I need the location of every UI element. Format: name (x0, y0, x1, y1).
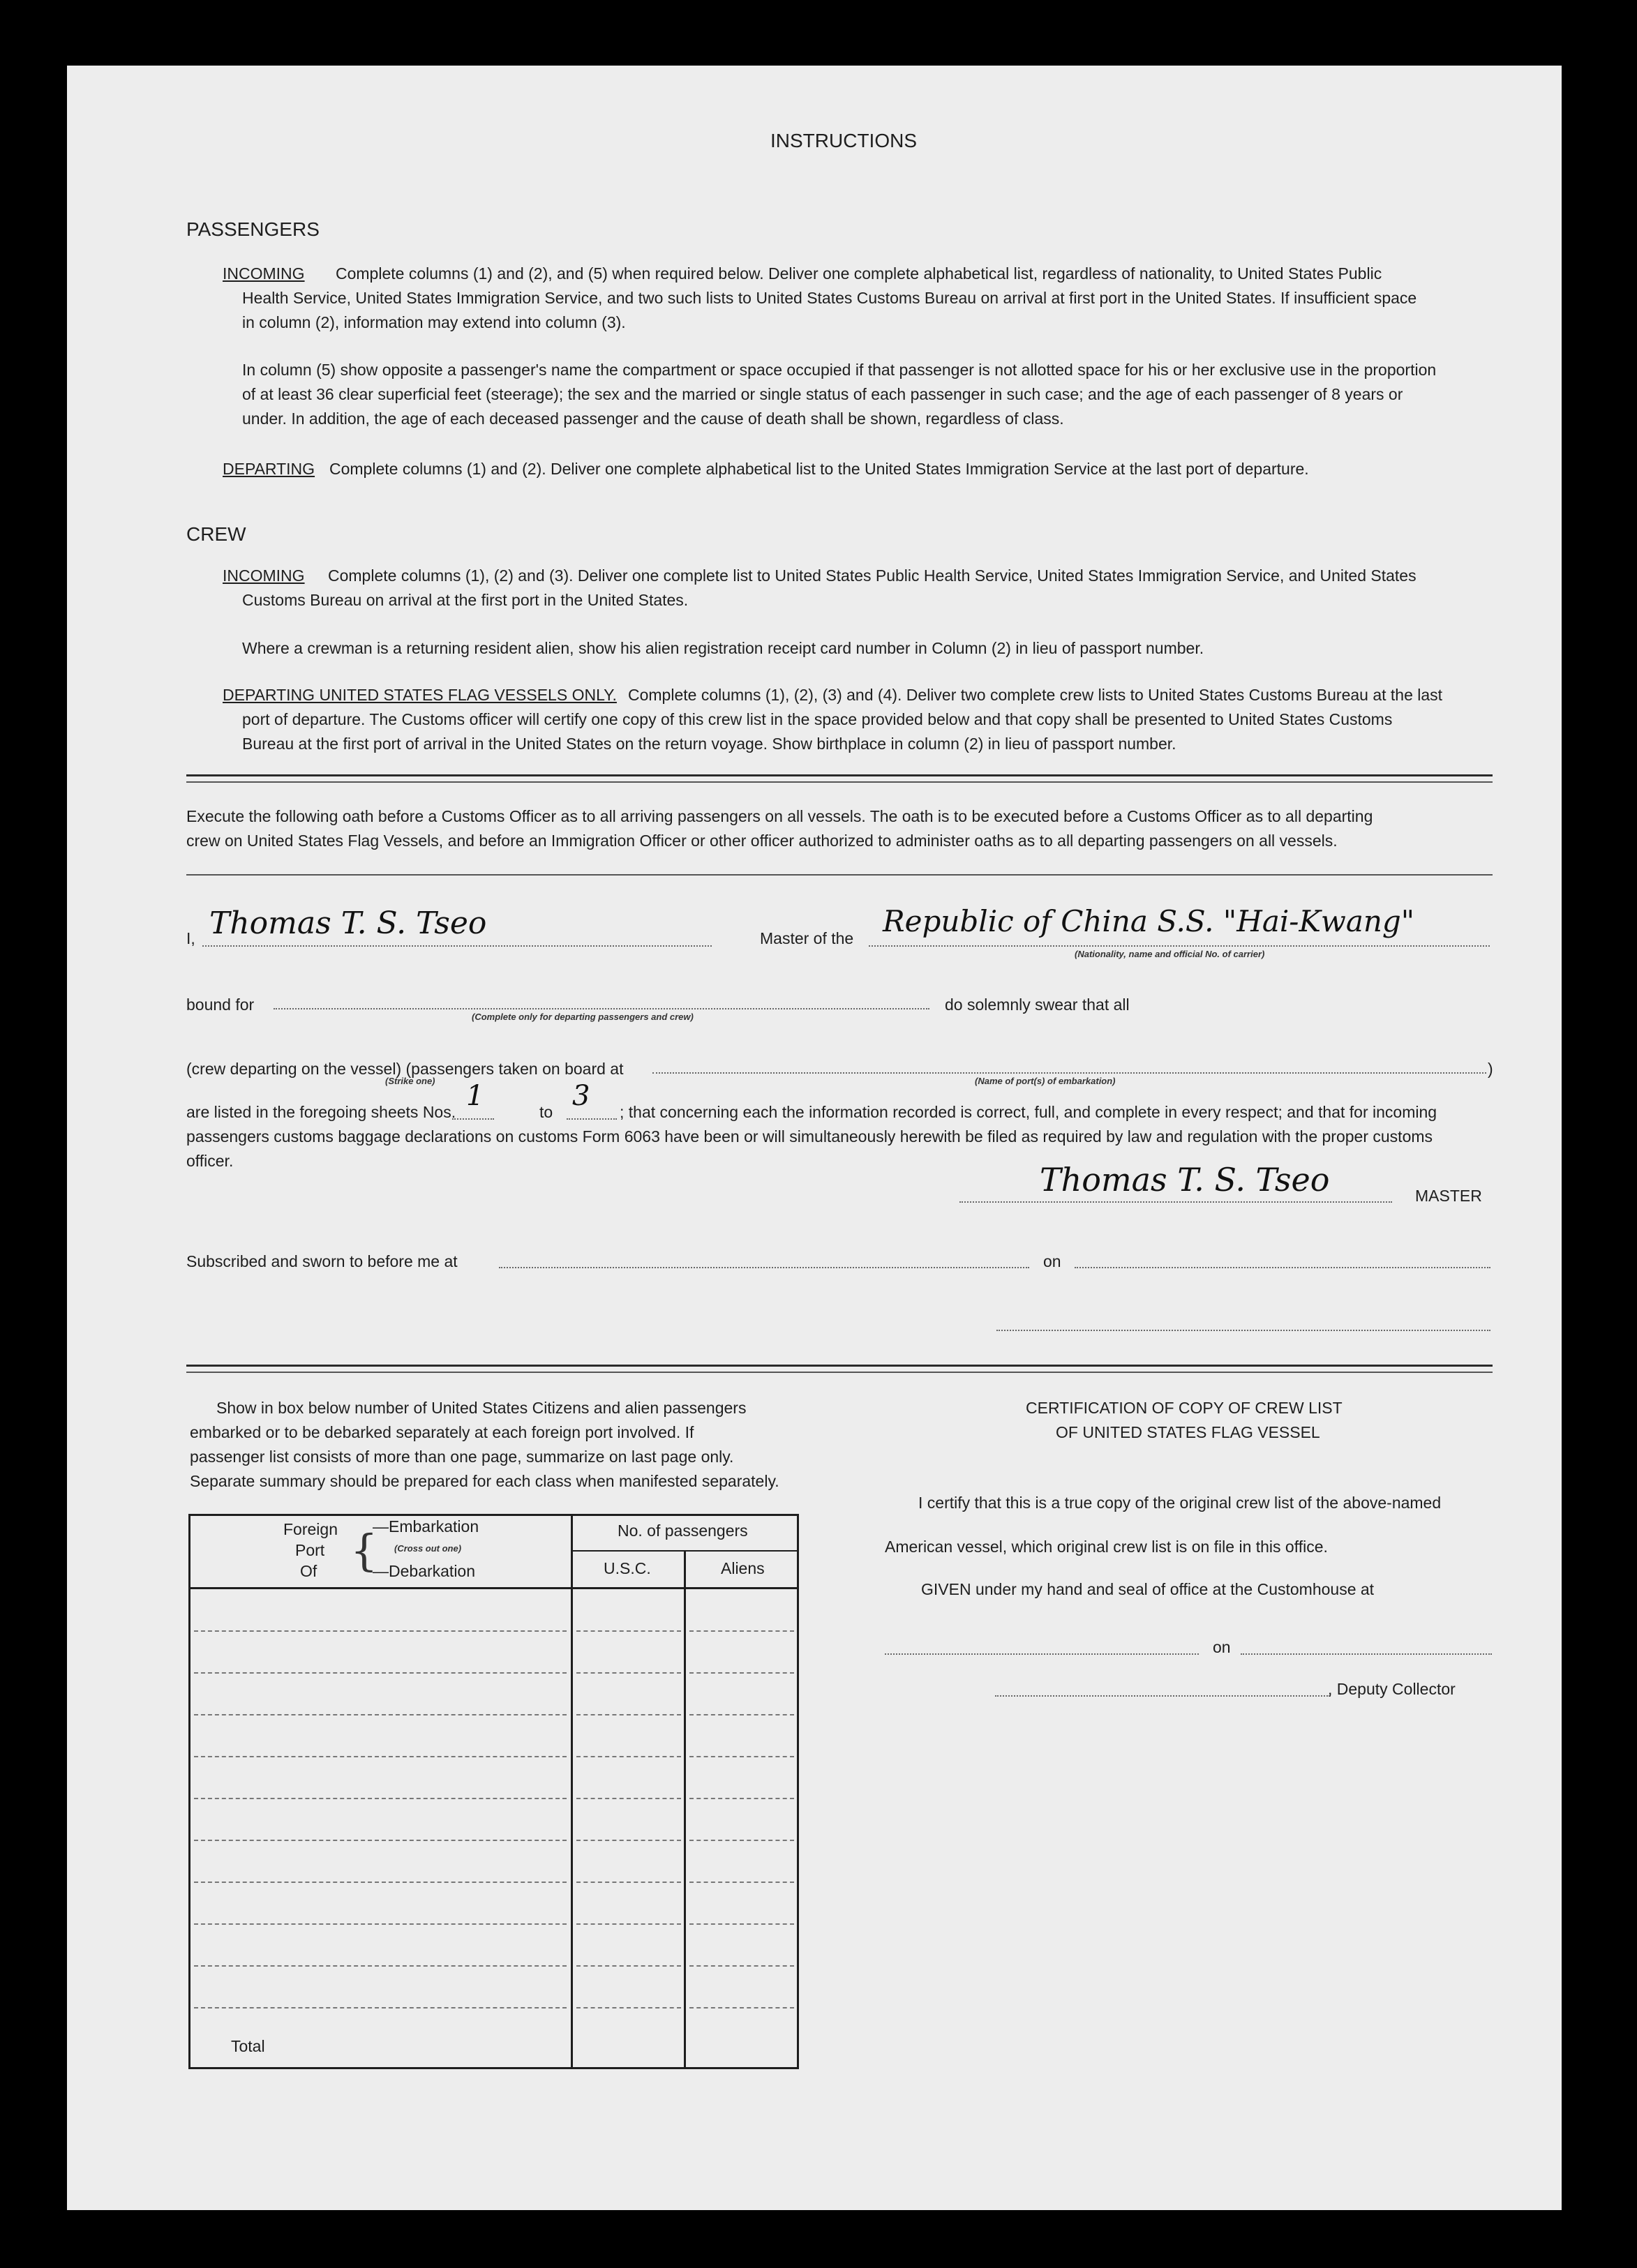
listed-label: are listed in the foregoing sheets Nos. (186, 1103, 456, 1121)
crew-departing-label: DEPARTING UNITED STATES FLAG VESSELS ONLY. (223, 686, 617, 704)
aliens-header: Aliens (721, 1559, 765, 1577)
master-of-label: Master of the (760, 929, 854, 947)
vessel-handwritten: Republic of China S.S. "Hai-Kwang" (883, 904, 1415, 938)
certification-on-label: on (1213, 1638, 1231, 1656)
section-divider (186, 1365, 1493, 1367)
table-row-rule (576, 2007, 681, 2008)
bound-caption: (Complete only for departing passengers and crew) (472, 1012, 694, 1022)
passengers-departing-text: Complete columns (1) and (2). Deliver one complete alphabetical list to the United States Immigration Service at the last port of departure. (329, 460, 1309, 478)
bound-for-label: bound for (186, 996, 255, 1014)
column5-line: of at least 36 clear superficial feet (steerage); the sex and the married or single status of each passenger in such case; and the age of each passenger of 8 years or (242, 385, 1403, 403)
master-name-handwritten: Thomas T. S. Tseo (209, 906, 487, 941)
table-row-rule (689, 1882, 794, 1883)
table-row-rule (689, 1630, 794, 1632)
sheet-from-line (452, 1118, 494, 1120)
col-foreign: Foreign (283, 1520, 338, 1538)
total-label: Total (231, 2037, 265, 2055)
section-divider (186, 781, 1493, 783)
table-column-rule (684, 1550, 686, 2069)
vessel-line (869, 945, 1490, 947)
swear-label: do solemnly swear that all (945, 996, 1130, 1014)
master-name-line (202, 945, 712, 947)
table-row-rule (576, 1630, 681, 1632)
table-row-rule (689, 1923, 794, 1925)
table-row-rule (689, 2007, 794, 2008)
embarkation-label: —Embarkation (373, 1517, 479, 1535)
to-label: to (539, 1103, 553, 1121)
listed-rest: ; that concerning each the information recorded is correct, full, and complete in every respect; and that for incoming (620, 1103, 1437, 1121)
table-row-rule (194, 1630, 567, 1632)
column5-line: under. In addition, the age of each deceased passenger and the cause of death shall be shown, regardless of class. (242, 410, 1064, 428)
crew-incoming-line: Customs Bureau on arrival at the first port in the United States. (242, 591, 689, 609)
cross-out-caption: (Cross out one) (394, 1543, 462, 1554)
passengers-departing-label: DEPARTING (223, 460, 315, 478)
table-row-rule (689, 1756, 794, 1757)
certification-line: I certify that this is a true copy of the original crew list of the above-named (918, 1494, 1442, 1512)
col-of: Of (300, 1562, 317, 1580)
bound-for-line (274, 1008, 929, 1009)
table-row-rule (689, 1840, 794, 1841)
usc-header: U.S.C. (604, 1559, 651, 1577)
summary-line: Separate summary should be prepared for each class when manifested separately. (190, 1472, 779, 1490)
page-title: INSTRUCTIONS (770, 130, 917, 151)
table-row-rule (576, 1672, 681, 1674)
crew-incoming-label: INCOMING (223, 566, 305, 585)
baggage-line: passengers customs baggage declarations on customs Form 6063 have been or will simultaneously herewith be filed as required by law and regulation with the proper customs (186, 1127, 1433, 1146)
table-row-rule (194, 1882, 567, 1883)
customhouse-line (885, 1653, 1199, 1655)
no-passengers-header: No. of passengers (618, 1522, 748, 1540)
master-label: MASTER (1415, 1187, 1482, 1205)
oath-i-label: I, (186, 929, 195, 947)
table-row-rule (576, 1840, 681, 1841)
passengers-incoming-line: in column (2), information may extend into column (3). (242, 313, 626, 331)
table-row-rule (576, 1923, 681, 1925)
table-row-rule (194, 1798, 567, 1799)
vessel-caption: (Nationality, name and official No. of carrier) (1075, 949, 1265, 959)
passengers-incoming-label: INCOMING (223, 264, 305, 283)
table-header-rule (188, 1587, 799, 1589)
crew-departing-line: Bureau at the first port of arrival in the United States on the return voyage. Show birthplace in column (2) in lieu of passport number. (242, 735, 1176, 753)
table-row-rule (689, 1798, 794, 1799)
officer-signature-line (996, 1330, 1490, 1331)
table-row-rule (194, 2007, 567, 2008)
table-row-rule (194, 1714, 567, 1715)
section-divider (186, 874, 1493, 876)
sheet-to: 3 (572, 1080, 590, 1112)
ports-line (652, 1072, 1486, 1074)
table-row-rule (576, 1882, 681, 1883)
oath-intro-line: crew on United States Flag Vessels, and before an Immigration Officer or other officer authorized to administer oaths as to all departing passengers on all vessels. (186, 832, 1338, 850)
subscribed-place-line (499, 1267, 1029, 1268)
crew-departing-label: (crew departing on the vessel) (passengers taken on board at (186, 1060, 624, 1078)
passengers-incoming-line: Health Service, United States Immigration Service, and two such lists to United States Customs Bureau on arrival at first port in the United States. If insufficient space (242, 289, 1417, 307)
ports-caption: (Name of port(s) of embarkation) (975, 1076, 1116, 1086)
table-row-rule (689, 1672, 794, 1674)
table-row-rule (576, 1756, 681, 1757)
section-divider (186, 1372, 1493, 1373)
table-row-rule (689, 1714, 794, 1715)
table-row-rule (576, 1798, 681, 1799)
certification-line: American vessel, which original crew list is on file in this office. (885, 1538, 1328, 1556)
debarkation-label: —Debarkation (373, 1562, 476, 1580)
master-signature: Thomas T. S. Tseo (1040, 1161, 1330, 1199)
table-row-rule (194, 1923, 567, 1925)
crew-heading: CREW (186, 523, 246, 545)
table-row-rule (689, 1965, 794, 1967)
column5-line: In column (5) show opposite a passenger's name the compartment or space occupied if that passenger is not allotted space for his or her exclusive use in the proportion (242, 361, 1437, 379)
table-row-rule (194, 1672, 567, 1674)
oath-intro-line: Execute the following oath before a Customs Officer as to all arriving passengers on all vessels. The oath is to be executed before a Customs Officer as to all departing (186, 807, 1373, 825)
col-port: Port (295, 1541, 325, 1559)
deputy-collector-label: , Deputy Collector (1328, 1680, 1456, 1698)
signature-line (959, 1201, 1392, 1203)
certification-title: OF UNITED STATES FLAG VESSEL (1056, 1423, 1320, 1441)
subscribed-label: Subscribed and sworn to before me at (186, 1252, 458, 1270)
deputy-collector-line (995, 1695, 1330, 1697)
subscribed-on-label: on (1043, 1252, 1061, 1270)
strike-caption: (Strike one) (385, 1076, 435, 1086)
section-divider (186, 774, 1493, 776)
crew-departing-line: Complete columns (1), (2), (3) and (4). Deliver two complete crew lists to United States Customs Bureau at the last (628, 686, 1443, 704)
table-row-rule (576, 1714, 681, 1715)
brace-icon: { (350, 1525, 378, 1576)
certification-title: CERTIFICATION OF COPY OF CREW LIST (1026, 1399, 1343, 1417)
close-paren: ) (1488, 1060, 1493, 1078)
summary-line: embarked or to be debarked separately at each foreign port involved. If (190, 1423, 694, 1441)
table-row-rule (194, 1840, 567, 1841)
summary-line: Show in box below number of United States Citizens and alien passengers (216, 1399, 747, 1417)
table-column-rule (571, 1514, 573, 2069)
table-subheader-rule (571, 1550, 799, 1552)
sheet-from: 1 (466, 1080, 484, 1112)
table-row-rule (576, 1965, 681, 1967)
certification-date-line (1241, 1653, 1492, 1655)
crew-resident-text: Where a crewman is a returning resident alien, show his alien registration receipt card number in Column (2) in lieu of passport number. (242, 639, 1204, 657)
crew-departing-line: port of departure. The Customs officer will certify one copy of this crew list in the space provided below and that copy shall be presented to United States Customs (242, 710, 1393, 728)
crew-incoming-line: Complete columns (1), (2) and (3). Deliver one complete list to United States Public Health Service, United States Immigration Service, and United States (328, 566, 1417, 585)
certification-line: GIVEN under my hand and seal of office at the Customhouse at (921, 1580, 1375, 1598)
summary-line: passenger list consists of more than one page, summarize on last page only. (190, 1448, 734, 1466)
sheet-to-line (567, 1118, 617, 1120)
table-row-rule (194, 1965, 567, 1967)
passengers-incoming-line: Complete columns (1) and (2), and (5) when required below. Deliver one complete alphabetical list, regardless of nationality, to United States Public (336, 264, 1382, 283)
officer-line: officer. (186, 1152, 234, 1170)
passenger-summary-table (188, 1514, 799, 2069)
table-row-rule (194, 1756, 567, 1757)
subscribed-date-line (1075, 1267, 1490, 1268)
passengers-heading: PASSENGERS (186, 218, 320, 240)
